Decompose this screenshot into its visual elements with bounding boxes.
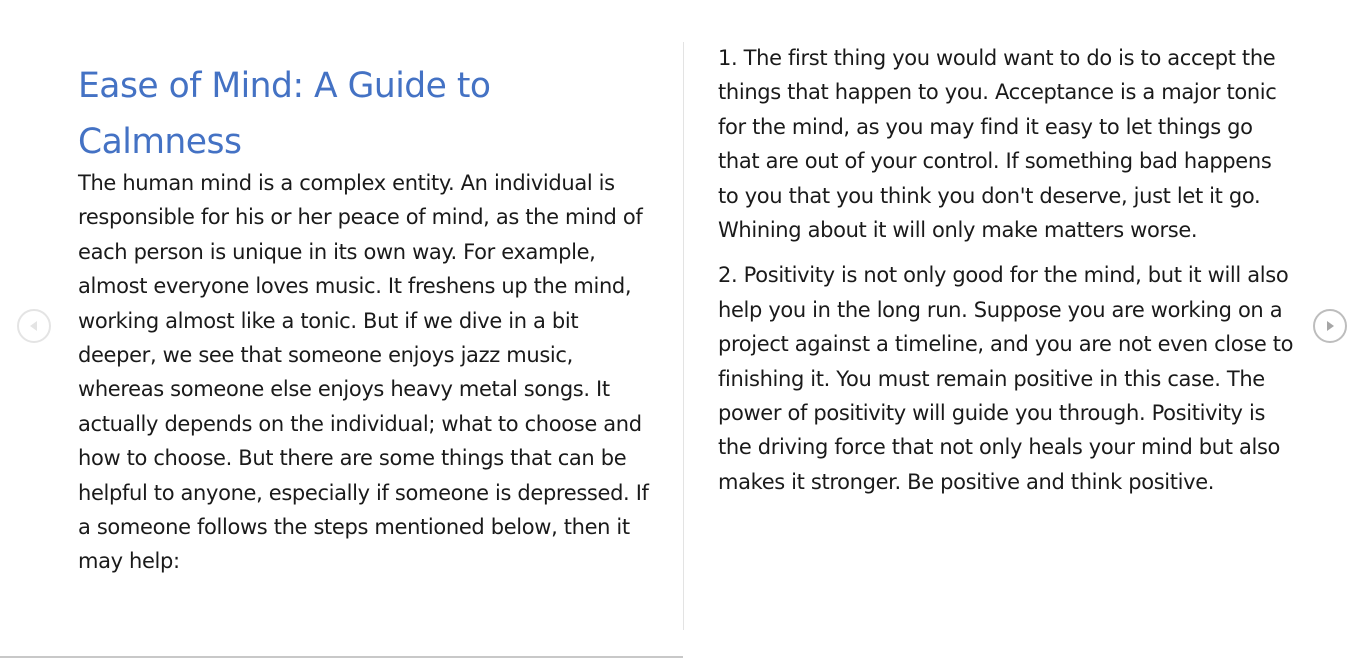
chevron-left-icon xyxy=(27,319,41,333)
next-page-button[interactable] xyxy=(1313,309,1347,343)
intro-paragraph: The human mind is a complex entity. An individual is responsible for his or her peace of mind, as the mind of each person is unique in its own way. For example, almost everyone loves music. It freshens up the mind, working almost like a tonic. But if we dive in a bit deeper, we see that someone enjoys jazz music, whereas someone else enjoys heavy metal songs. It actually depends on the individual; what to choose and how to choose. But there are some things that can be helpful to anyone, especially if someone is depressed. If a someone follows the steps mentioned below, then it may help: xyxy=(78,171,649,574)
previous-page-button[interactable] xyxy=(17,309,51,343)
left-page xyxy=(78,0,650,579)
page-divider xyxy=(683,42,684,630)
step-1-paragraph: 1. The first thing you would want to do is to accept the things that happen to you. Acceptance is a major tonic for the mind, as you may find it easy to let things go that are out of your control. If something bad happens to you that you think you don't deserve, just let it go. Whining about it will only make matters worse. xyxy=(718,46,1277,243)
right-page xyxy=(718,0,1294,499)
step-2-paragraph: 2. Positivity is not only good for the mind, but it will also help you in the long run. Suppose you are working on a project against a timeline, and you are not even close to finishing it. You must remain positive in this case. The power of positivity will guide you through. Positivity is the driving force that not only heals your mind but also makes it stronger. Be positive and think positive. xyxy=(718,263,1294,494)
chevron-right-icon xyxy=(1323,319,1337,333)
document-title: Ease of Mind: A Guide to Calmness xyxy=(78,66,491,162)
